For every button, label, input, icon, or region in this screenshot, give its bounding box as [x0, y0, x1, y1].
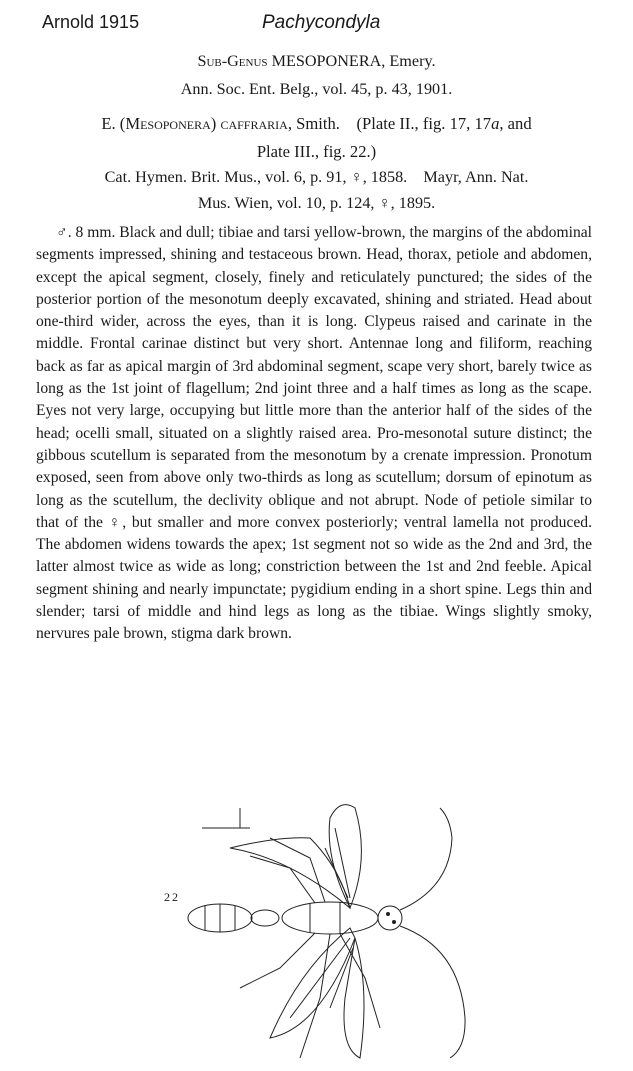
page-header-author: Arnold 1915 — [42, 12, 140, 32]
reference-line-1: Cat. Hymen. Brit. Mus., vol. 6, p. 91, ♀, 1858. Mayr, Ann. Nat. — [104, 168, 529, 186]
species-heading-cont: Plate III., fig. 22.) — [256, 142, 377, 161]
page-header-genus: Pachycondyla — [262, 12, 381, 33]
species-name: caffraria — [220, 114, 288, 133]
subgenus-name: MESOPONERA, Emery. — [271, 52, 436, 70]
subgenus-heading — [0, 52, 633, 71]
species-heading: E. (Mesoponera) caffraria, Smith. (Plate II., fig. 17, 17a, and — [101, 114, 532, 133]
species-description — [36, 222, 592, 646]
subgenus-citation: Ann. Soc. Ent. Belg., vol. 45, p. 43, 1901. — [180, 80, 453, 98]
ant-male-illustration-icon — [150, 798, 480, 1068]
reference-line-2: Mus. Wien, vol. 10, p. 124, ♀, 1895. — [197, 194, 436, 212]
subgenus-prefix: Sub-Genus — [197, 52, 268, 70]
figure-number: 22 — [164, 890, 180, 904]
description-paragraph: ♂. 8 mm. Black and dull; tibiae and tarsi yellow-brown, the margins of the abdominal segments impressed, shining and testaceous brown. Head, thorax, petiole and abdomen, except the apical segment, closely, finely and reticulately punctured; the sides of the posterior portion of the mesonotum deeply excavated, shining and striated. Head about one-third wider, across the eyes, than it is long. Clypeus raised and carinate in the middle. Frontal carinae distinct but very short. Antennae long and filiform, reaching back as far as apical margin of 3rd abdominal segment, scape very short, barely twice as long as the 1st joint of flagellum; 2nd joint three and a half times as long as the scape. Eyes not very large, occupying but little more than the anterior half of the sides of the head; ocelli small, situated on a slightly raised area. Pro-mesonotal suture distinct; the gibbous scutellum is separated from the mesonotum by a crenate impression. Pronotum exposed, seen from above only two-thirds as long as scutellum; dorsum of epinotum as long as the scutellum, the declivity oblique and not abrupt. Node of petiole similar to that of the ♀, but smaller and more convex posteriorly; ventral lamella not produced. The abdomen widens towards the apex; 1st segment not so wide as the 2nd and 3rd, the latter almost twice as wide as long; constriction between the 1st and 2nd feeble. Apical segment shining and nearly impunctate; pygidium ending in a short spine. Legs thin and slender; tarsi of middle and hind legs as long as the tibiae. Wings slightly smoky, nervures pale brown, stigma dark brown. — [36, 224, 592, 643]
